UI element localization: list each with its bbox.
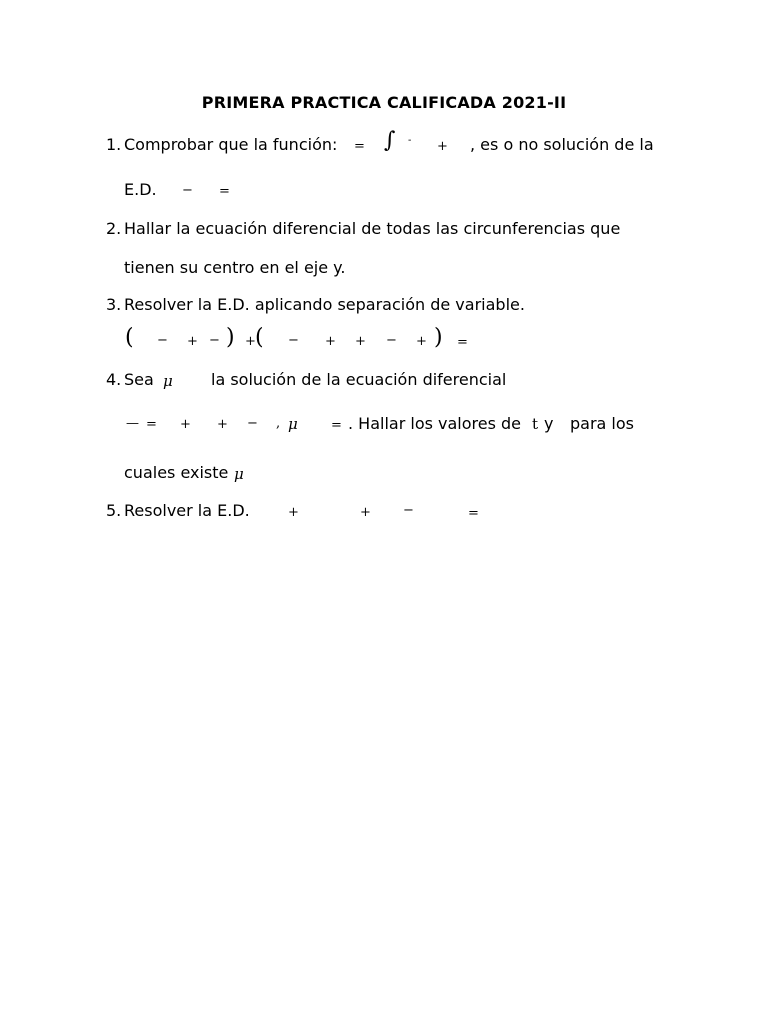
item-4-line3: cuales existe — [124, 463, 229, 482]
minus-symbol: − — [403, 503, 414, 518]
plus-symbol: + — [325, 334, 336, 349]
item-4-line2-c: para los — [570, 414, 634, 433]
item-5-text: Resolver la E.D. — [124, 501, 250, 520]
integral-symbol: ∫ — [384, 128, 396, 153]
plus-symbol: + — [288, 505, 299, 520]
right-paren: ) — [226, 325, 235, 350]
equals-symbol: = — [219, 184, 230, 199]
mu-symbol: μ — [288, 415, 298, 433]
item-4-number: 4. — [106, 370, 122, 389]
item-3-number: 3. — [106, 295, 122, 314]
equals-symbol: = — [146, 417, 157, 432]
left-paren: ( — [125, 325, 134, 350]
equals-symbol: = — [354, 139, 365, 154]
equals-symbol: = — [457, 335, 468, 350]
plus-symbol: + — [180, 417, 191, 432]
minus-symbol: − — [247, 416, 258, 431]
item-4-line2-a: . Hallar los valores de — [348, 414, 522, 433]
minus-symbol: − — [288, 333, 299, 348]
item-4-line2-b: y — [544, 414, 554, 433]
right-paren: ) — [434, 325, 443, 350]
minus-symbol: − — [209, 333, 220, 348]
item-2-line2: tienen su centro en el eje y. — [124, 258, 346, 277]
minus-superscript: - — [408, 135, 412, 146]
plus-symbol: + — [416, 334, 427, 349]
item-2-text: Hallar la ecuación diferencial de todas las circunferencias que — [124, 219, 621, 238]
equals-symbol: = — [468, 506, 479, 521]
item-1-line2: E.D. — [124, 180, 157, 199]
item-4-text-a: Sea — [124, 370, 154, 389]
plus-symbol: + — [217, 417, 228, 432]
plus-symbol: + — [245, 334, 256, 349]
item-1-tail: , es o no solución de la — [470, 135, 654, 154]
plus-symbol: + — [187, 334, 198, 349]
plus-symbol: + — [360, 505, 371, 520]
plus-symbol: + — [437, 139, 448, 154]
item-2-number: 2. — [106, 219, 122, 238]
comma-symbol: , — [276, 416, 281, 431]
equals-symbol: = — [331, 418, 342, 433]
t-variable: t — [532, 415, 539, 433]
item-1-text: Comprobar que la función: — [124, 135, 338, 154]
fraction-bar: — — [126, 416, 139, 431]
item-3-text: Resolver la E.D. aplicando separación de variable. — [124, 295, 525, 314]
mu-symbol: μ — [163, 372, 173, 390]
item-5-number: 5. — [106, 501, 122, 520]
mu-symbol: μ — [234, 465, 244, 483]
page-title: PRIMERA PRACTICA CALIFICADA 2021-II — [201, 93, 567, 112]
left-paren: ( — [255, 325, 264, 350]
item-1-number: 1. — [106, 135, 122, 154]
minus-symbol: − — [182, 183, 193, 198]
plus-symbol: + — [355, 334, 366, 349]
minus-symbol: − — [386, 333, 397, 348]
minus-symbol: − — [157, 333, 168, 348]
item-4-text-b: la solución de la ecuación diferencial — [211, 370, 507, 389]
